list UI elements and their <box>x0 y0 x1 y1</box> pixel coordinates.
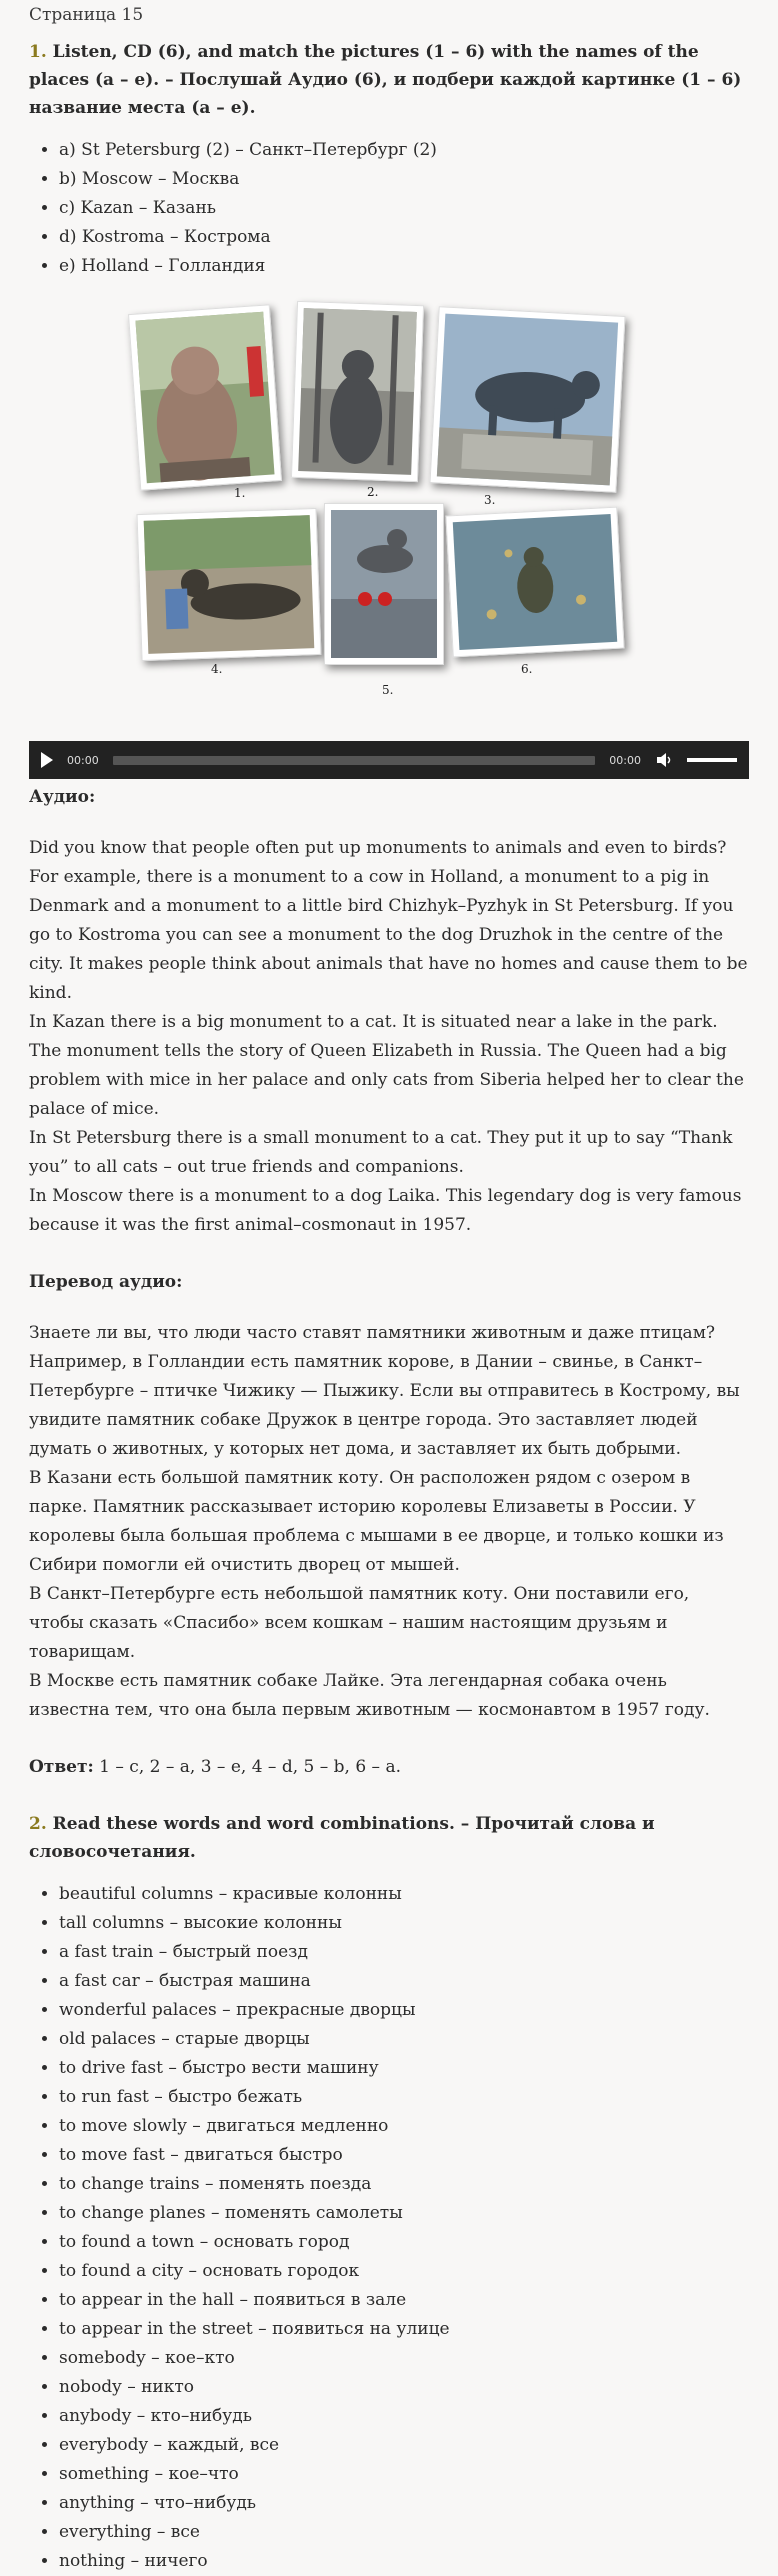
list-item: • c) Kazan – Казань <box>59 194 749 223</box>
task1-list <box>29 136 749 281</box>
audio-text <box>29 834 749 1240</box>
photo-6-image <box>446 508 623 657</box>
photo-cat-monument-1 <box>128 304 282 490</box>
answer-text: 1 – c, 2 – a, 3 – e, 4 – d, 5 – b, 6 – a. <box>93 1757 401 1777</box>
task2-number: 2. <box>29 1814 47 1834</box>
translation-paragraph: Знаете ли вы, что люди часто ставят памятники животным и даже птицам? Например, в Голландии есть памятник корове, в Дании – свинье, в Санкт–Петербурге – птичке Чижику — Пыжику. Если вы отправитесь в Кострому, вы увидите памятник собаке Дружок в центре города. Это заставляет людей думать о животных, у которых нет дома, и заставляет их быть добрыми. <box>29 1323 740 1459</box>
photo-cat-monument-2 <box>291 301 424 482</box>
list-item: • nothing – ничего <box>59 2547 749 2576</box>
list-item: • anything – что–нибудь <box>59 2489 749 2518</box>
list-item: • to appear in the hall – появиться в зале <box>59 2286 749 2315</box>
task1-title-text: Listen, CD (6), and match the pictures (1 – 6) with the names of the places (a – e). – Послушай Аудио (6), и подбери каждой картинке (1 – 6) название места (a – e). <box>29 42 742 118</box>
monuments-collage <box>129 303 649 723</box>
volume-slider[interactable] <box>687 758 737 762</box>
list-item: • to found a city – основать городок <box>59 2257 749 2286</box>
list-item: • a) St Petersburg (2) – Санкт–Петербург (2) <box>59 136 749 165</box>
photo-caption-2: 2. <box>367 485 379 499</box>
list-item: • to run fast – быстро бежать <box>59 2083 749 2112</box>
task1-title <box>29 38 749 122</box>
list-item: • a fast train – быстрый поезд <box>59 1938 749 1967</box>
list-item: • something – кое–что <box>59 2460 749 2489</box>
list-item: • to change trains – поменять поезда <box>59 2170 749 2199</box>
list-item: • e) Holland – Голландия <box>59 252 749 281</box>
translation-text <box>29 1319 749 1725</box>
photo-bird-monument <box>445 507 624 658</box>
list-item: • b) Moscow – Москва <box>59 165 749 194</box>
list-item: • everybody – каждый, все <box>59 2431 749 2460</box>
list-item: • to appear in the street – появиться на улице <box>59 2315 749 2344</box>
task2-title <box>29 1810 749 1866</box>
list-item: • old palaces – старые дворцы <box>59 2025 749 2054</box>
photo-2-image <box>292 302 423 481</box>
volume-icon[interactable] <box>655 751 673 769</box>
list-item: • to drive fast – быстро вести машину <box>59 2054 749 2083</box>
task2-title-text: Read these words and word combinations. – Прочитай слова и словосочетания. <box>29 1814 655 1862</box>
audio-paragraph: In Moscow there is a monument to a dog Laika. This legendary dog is very famous because it was the first animal–cosmonaut in 1957. <box>29 1186 742 1235</box>
list-item: • nobody – никто <box>59 2373 749 2402</box>
photo-3-image <box>431 307 625 491</box>
list-item: • wonderful palaces – прекрасные дворцы <box>59 1996 749 2025</box>
page-title: Страница 15 <box>29 5 144 25</box>
list-item: • to move slowly – двигаться медленно <box>59 2112 749 2141</box>
audio-paragraph: In Kazan there is a big monument to a cat. It is situated near a lake in the park. The monument tells the story of Queen Elizabeth in Russia. The Queen had a big problem with mice in her palace and only cats from Siberia helped her to clear the palace of mice. <box>29 1012 744 1119</box>
list-item: • to move fast – двигаться быстро <box>59 2141 749 2170</box>
photo-5-image <box>325 504 443 664</box>
current-time: 00:00 <box>67 753 99 767</box>
list-item: • to change planes – поменять самолеты <box>59 2199 749 2228</box>
photo-1-image <box>129 305 281 489</box>
list-item: • beautiful columns – красивые колонны <box>59 1880 749 1909</box>
progress-bar[interactable] <box>113 756 596 765</box>
photo-caption-6: 6. <box>521 662 533 676</box>
list-item: • d) Kostroma – Кострома <box>59 223 749 252</box>
duration-time: 00:00 <box>609 753 641 767</box>
translation-paragraph: В Москве есть памятник собаке Лайке. Эта легендарная собака очень известна тем, что она была первым животным — космонавтом в 1957 году. <box>29 1671 710 1720</box>
photo-caption-4: 4. <box>211 662 223 676</box>
photo-4-image <box>138 509 321 660</box>
photo-caption-1: 1. <box>234 486 246 500</box>
photo-caption-3: 3. <box>484 493 496 507</box>
list-item: • anybody – кто–нибудь <box>59 2402 749 2431</box>
list-item: • everything – все <box>59 2518 749 2547</box>
list-item: • tall columns – высокие колонны <box>59 1909 749 1938</box>
translation-label: Перевод аудио: <box>29 1272 183 1292</box>
list-item: • a fast car – быстрая машина <box>59 1967 749 1996</box>
audio-label: Аудио: <box>29 787 96 807</box>
task1-number: 1. <box>29 42 47 62</box>
translation-paragraph: В Санкт–Петербурге есть небольшой памятник коту. Они поставили его, чтобы сказать «Спасибо» всем кошкам – нашим настоящим друзьям и товарищам. <box>29 1584 690 1662</box>
photo-caption-5: 5. <box>382 683 394 697</box>
task2-list <box>29 1880 749 2576</box>
list-item: • somebody – кое–кто <box>59 2344 749 2373</box>
answer <box>29 1753 749 1782</box>
photo-dog-monument-1 <box>136 508 321 661</box>
audio-paragraph: Did you know that people often put up monuments to animals and even to birds? For example, there is a monument to a cow in Holland, a monument to a pig in Denmark and a monument to a little bird Chizhyk–Pyzhyk in St Petersburg. If you go to Kostroma you can see a monument to the dog Druzhok in the centre of the city. It makes people think about animals that have no homes and cause them to be kind. <box>29 838 748 1003</box>
list-item: • to found a town – основать город <box>59 2228 749 2257</box>
photo-cow-monument <box>429 306 625 493</box>
play-icon[interactable] <box>41 752 53 768</box>
audio-paragraph: In St Petersburg there is a small monument to a cat. They put it up to say “Thank you” to all cats – out true friends and companions. <box>29 1128 733 1177</box>
translation-paragraph: В Казани есть большой памятник коту. Он расположен рядом с озером в парке. Памятник рассказывает историю королевы Елизаветы в России. У королевы была большая проблема с мышами в ее дворце, и только кошки из Сибири помогли ей очистить дворец от мышей. <box>29 1468 724 1575</box>
audio-player <box>29 741 749 779</box>
answer-label: Ответ: <box>29 1757 94 1777</box>
photo-dog-monument-2 <box>324 503 444 665</box>
